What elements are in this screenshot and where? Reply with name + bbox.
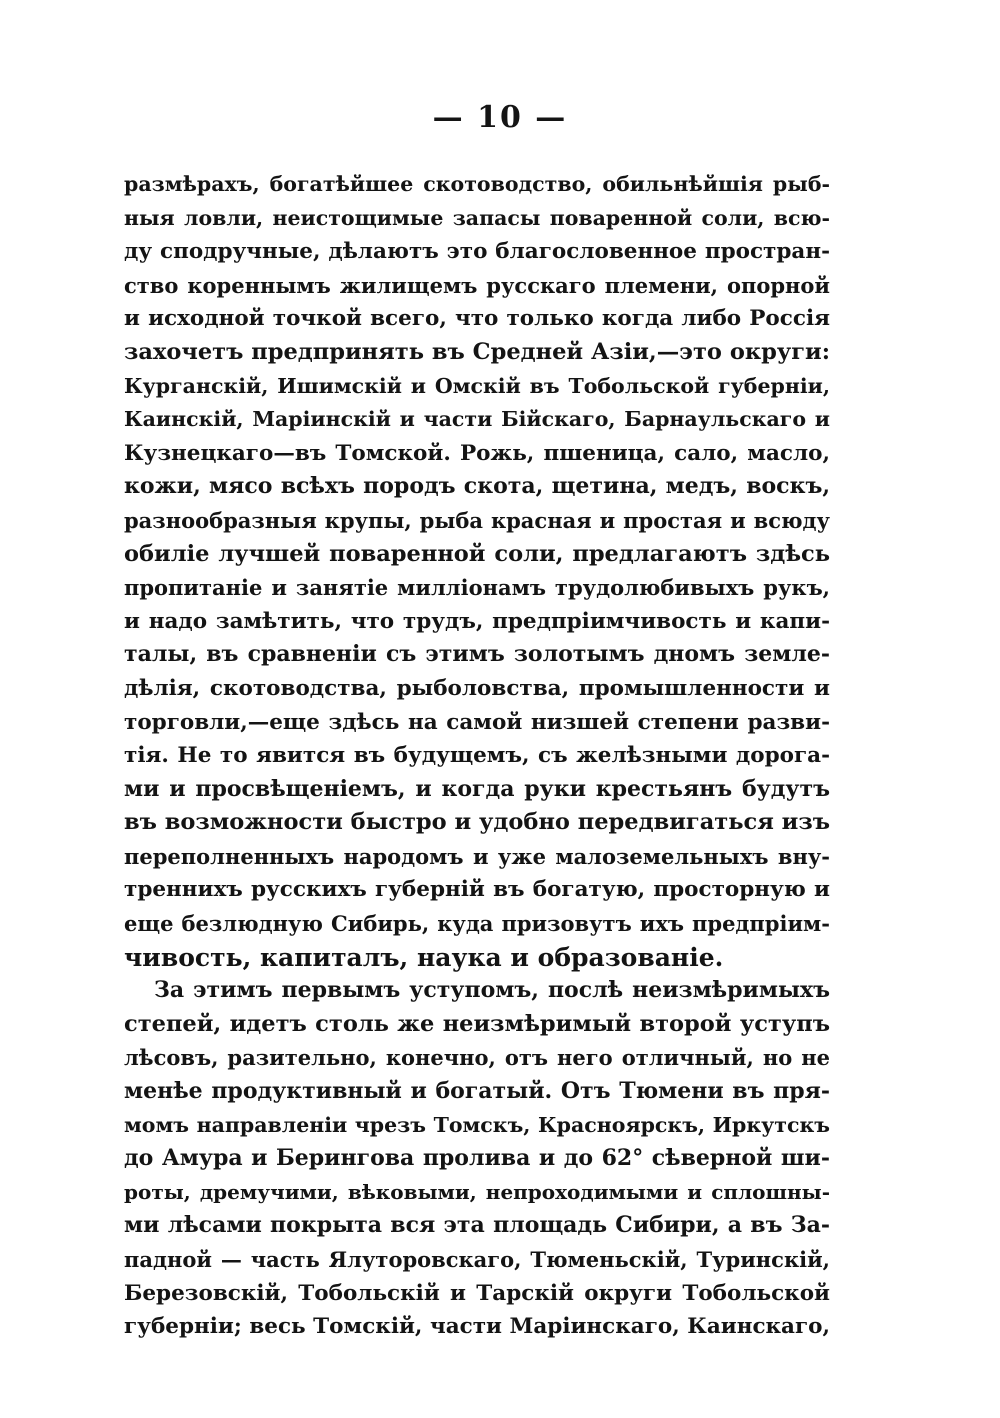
text-line: Кузнецкаго—въ Томской. Рожь, пшеница, сало, масло, xyxy=(124,440,830,466)
text-line: тія. Не то явится въ будущемъ, съ желѣзными дорога- xyxy=(124,743,830,769)
text-line: ми лѣсами покрыта вся эта площадь Сибири, а въ За- xyxy=(124,1212,830,1239)
text-line: Курганскій, Ишимскій и Омскій въ Тобольской губерніи, xyxy=(124,373,830,398)
text-line: ныя ловли, неистощимые запасы поваренной соли, всю- xyxy=(124,205,830,230)
text-line: Березовскій, Тобольскій и Тарскій округи Тобольской xyxy=(124,1280,830,1306)
text-line: лѣсовъ, разительно, конечно, отъ него отличный, но не xyxy=(124,1045,830,1071)
text-line: момъ направленіи чрезъ Томскъ, Красноярскъ, Иркутскъ xyxy=(124,1112,830,1137)
text-line: и надо замѣтить, что трудъ, предпріимчивость и капи- xyxy=(124,608,830,634)
text-line: падной — часть Ялуторовскаго, Тюменьскій, Туринскій, xyxy=(124,1247,830,1272)
text-line: торговли,—еще здѣсь на самой низшей степени разви- xyxy=(124,709,830,735)
text-line: ми и просвѣщеніемъ, и когда руки крестьянъ будутъ xyxy=(124,775,830,802)
body-text xyxy=(124,168,830,1344)
text-line: треннихъ русскихъ губерній въ богатую, просторную и xyxy=(124,877,830,903)
page-number: — 10 — xyxy=(432,100,568,135)
text-line: роты, дремучими, вѣковыми, непроходимыми и сплошны- xyxy=(124,1179,830,1204)
text-line: въ возможности быстро и удобно передвигаться изъ xyxy=(124,809,830,836)
text-line: размѣрахъ, богатѣйшее скотоводство, обильнѣйшія рыб- xyxy=(124,172,830,196)
text-line: и исходной точкой всего, что только когда либо Россія xyxy=(124,306,830,332)
text-line: талы, въ сравненіи съ этимъ золотымъ дномъ земле- xyxy=(124,641,830,668)
text-line: переполненныхъ народомъ и уже малоземельныхъ вну- xyxy=(124,843,830,869)
text-line: кожи, мясо всѣхъ породъ скота, щетина, медъ, воскъ, xyxy=(124,473,830,500)
text-line: ство кореннымъ жилищемъ русскаго племени, опорной xyxy=(124,272,830,298)
text-line: менѣе продуктивный и богатый. Отъ Тюмени въ пря- xyxy=(124,1078,830,1105)
text-line: Каинскій, Маріинскій и части Бійскаго, Барнаульскаго и xyxy=(124,407,830,432)
text-line: степей, идетъ столь же неизмѣримый второй уступъ xyxy=(124,1010,830,1037)
text-line: губерніи; весь Томскій, части Маріинскаго, Каинскаго, xyxy=(124,1314,830,1340)
paragraph-start-line: За этимъ первымъ уступомъ, послѣ неизмѣримыхъ xyxy=(154,977,830,1004)
text-line: ду сподручные, дѣлаютъ это благословенное простран- xyxy=(124,239,830,265)
text-line: разнообразныя крупы, рыба красная и простая и всюду xyxy=(124,507,830,533)
text-line: еще безлюдную Сибирь, куда призовутъ ихъ предпріим- xyxy=(124,911,830,937)
text-line: обиліе лучшей поваренной соли, предлагаютъ здѣсь xyxy=(124,540,830,567)
text-line: до Амура и Берингова пролива и до 62° сѣверной ши- xyxy=(124,1145,830,1172)
text-line: захочетъ предпринять въ Средней Азіи,—это округи: xyxy=(124,338,830,365)
text-line: пропитаніе и занятіе милліонамъ трудолюбивыхъ рукъ, xyxy=(124,575,830,601)
paragraph-end-line: чивость, капиталъ, наука и образованіе. xyxy=(124,942,724,972)
text-line: дѣлія, скотоводства, рыболовства, промышленности и xyxy=(124,675,830,701)
